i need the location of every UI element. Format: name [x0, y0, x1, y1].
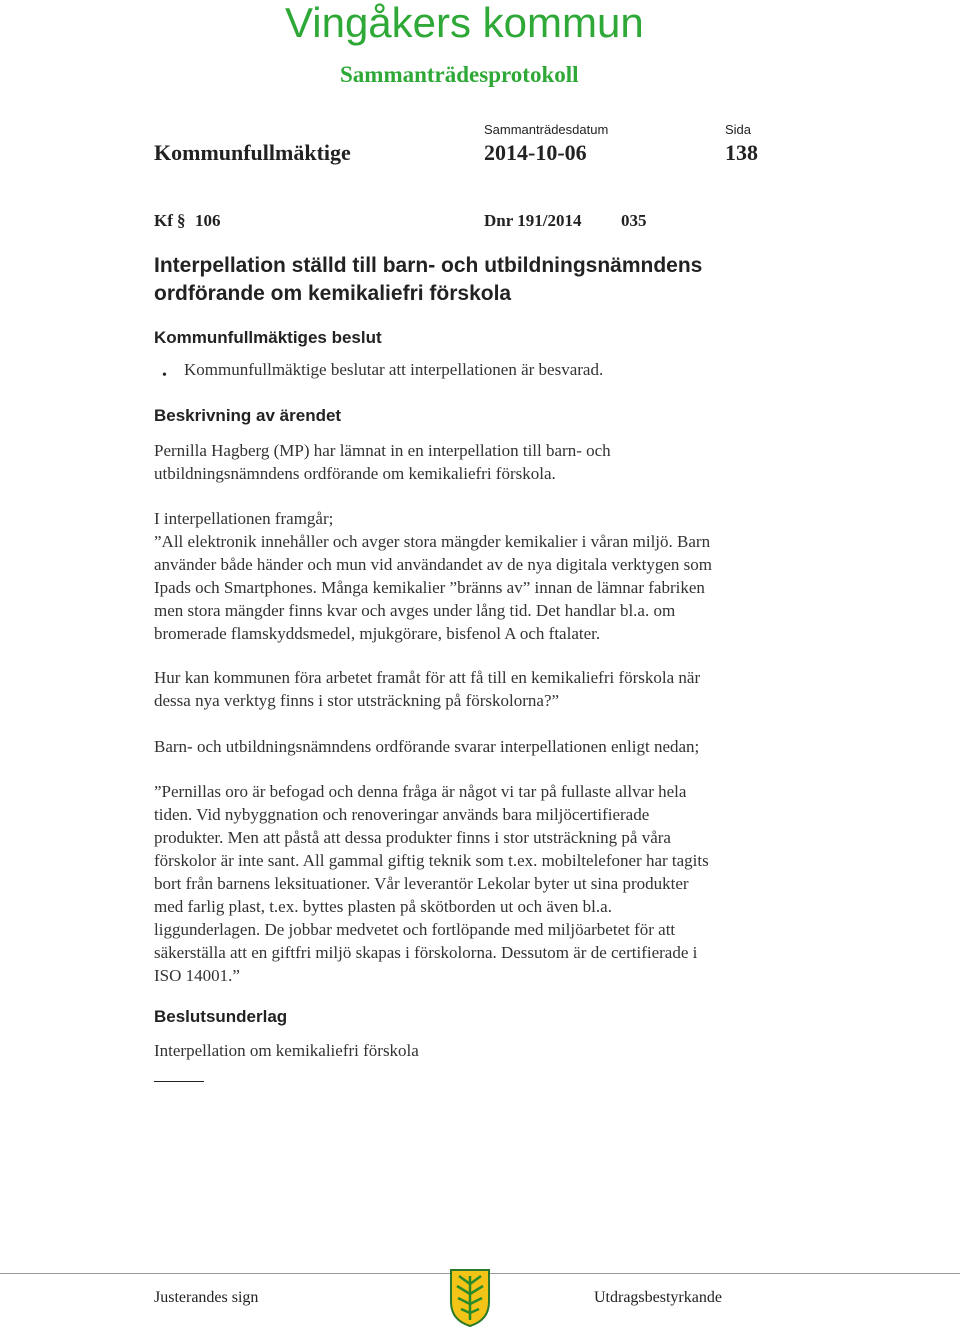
text-line: utbildningsnämndens ordförande om kemikaliefri förskola.	[154, 464, 556, 483]
basis-item: Interpellation om kemikaliefri förskola	[154, 1041, 419, 1060]
text-line: ISO 14001.”	[154, 966, 240, 985]
text-line: ”All elektronik innehåller och avger stora mängder kemikalier i våran miljö. Barn	[154, 532, 711, 551]
text-line: med farlig plast, t.ex. byttes plasten på skötborden ut och även bl.a.	[154, 897, 612, 916]
text-line: I interpellationen framgår;	[154, 509, 334, 528]
description-paragraph-5	[154, 780, 804, 987]
separator-rule	[154, 1081, 204, 1082]
description-paragraph-1	[154, 439, 804, 485]
text-line: men stora mängder finns kvar och avges under lång tid. Det handlar bl.a. om	[154, 601, 676, 620]
section-sign: §	[177, 211, 186, 230]
text-line: produkter. Men att påstå att dessa produkter finns i stor utsträckning på våra	[154, 828, 671, 847]
text-line: bromerade flamskyddsmedel, mjukgörare, bisfenol A och ftalater.	[154, 624, 601, 643]
description-heading: Beskrivning av ärendet	[154, 406, 342, 425]
date-label: Sammanträdesdatum	[484, 122, 609, 137]
text-line: Pernilla Hagberg (MP) har lämnat in en interpellation till barn- och	[154, 441, 611, 460]
text-line: förskolor är inte sant. All gammal giftig teknik som t.ex. mobiltelefoner har tagits	[154, 851, 709, 870]
text-line: Hur kan kommunen föra arbetet framåt för att få till en kemikaliefri förskola när	[154, 668, 701, 687]
text-line: Ipads och Smartphones. Många kemikalier ”bränns av” innan de lämnar fabriken	[154, 578, 705, 597]
matter-title-line: ordförande om kemikaliefri förskola	[154, 282, 512, 305]
page-label: Sida	[725, 122, 752, 137]
municipal-coat-of-arms-icon	[449, 1268, 491, 1328]
matter-title-line: Interpellation ställd till barn- och utbildningsnämndens	[154, 254, 703, 277]
matter-title	[154, 252, 854, 308]
meeting-date: 2014-10-06	[484, 140, 587, 165]
description-paragraph-2	[154, 507, 804, 645]
document-type: Sammanträdesprotokoll	[340, 62, 579, 87]
text-line: liggunderlagen. De jobbar medvetet och fortlöpande med miljöarbetet för att	[154, 920, 676, 939]
text-line: tiden. Vid nybyggnation och renoveringar används bara miljöcertifierade	[154, 805, 650, 824]
footer-certification-label: Utdragsbestyrkande	[594, 1289, 722, 1306]
text-line: använder både händer och mun vid användandet av de nya digitala verktygen som	[154, 555, 712, 574]
page-number: 138	[725, 140, 758, 165]
footer-signature-label: Justerandes sign	[154, 1289, 259, 1306]
decision-heading: Kommunfullmäktiges beslut	[154, 328, 382, 347]
text-line: dessa nya verktyg finns i stor utsträckning på förskolorna?”	[154, 691, 560, 710]
classification-code: 035	[621, 211, 647, 230]
paragraph-number: 106	[195, 211, 221, 230]
text-line: säkerställa att en giftfri miljö skapas i förskolorna. Dessutom är de certifierade i	[154, 943, 698, 962]
text-line: ”Pernillas oro är befogad och denna fråga är något vi tar på fullaste allvar hela	[154, 782, 687, 801]
text-line: bort från barnens leksituationer. Vår leverantör Lekolar byter ut sina produkter	[154, 874, 689, 893]
basis-heading: Beslutsunderlag	[154, 1007, 288, 1026]
description-paragraph-3	[154, 666, 804, 712]
bullet-icon: •	[162, 368, 167, 383]
municipality-name: Vingåkers kommun	[285, 0, 644, 46]
paragraph-prefix: Kf	[154, 211, 173, 230]
decision-item: Kommunfullmäktige beslutar att interpellationen är besvarad.	[184, 360, 604, 379]
text-line: Barn- och utbildningsnämndens ordförande svarar interpellationen enligt nedan;	[154, 737, 700, 756]
description-paragraph-4	[154, 735, 804, 758]
body-name: Kommunfullmäktige	[154, 140, 351, 165]
diary-number: Dnr 191/2014	[484, 211, 582, 230]
